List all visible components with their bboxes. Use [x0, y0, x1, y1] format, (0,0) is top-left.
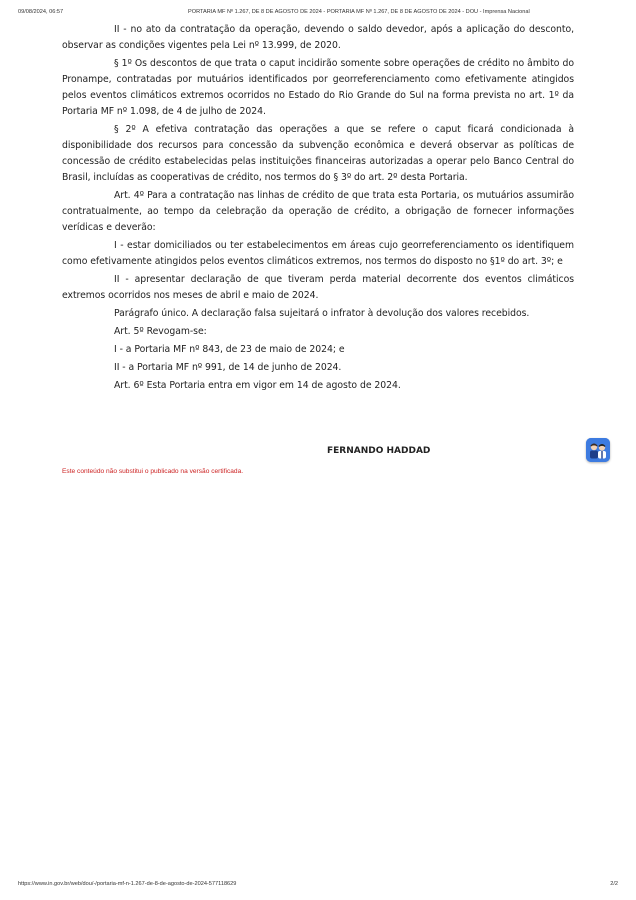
paragraph-unico: Parágrafo único. A declaração falsa sujeitará o infrator à devolução dos valores recebidos. [114, 308, 530, 319]
print-title: PORTARIA MF Nº 1.267, DE 8 DE AGOSTO DE 2024 - PORTARIA MF Nº 1.267, DE 8 DE AGOSTO DE 2024 - DOU - Imprensa Nacional [188, 9, 530, 15]
paragraph-art-5: Art. 5º Revogam-se: [114, 326, 207, 337]
paragraph-par-1: § 1º Os descontos de que trata o caput incidirão somente sobre operações de crédito no âmbito do Pronampe, contratadas por mutuários identificados por georreferenciamento como efetivamente atingidos pelos eventos climáticos extremos ocorridos no Estado do Rio Grande do Sul na forma prevista no art. 1º da Portaria MF nº 1.098, de 4 de julho de 2024. [62, 58, 574, 117]
paragraph-art-5-ii: II - a Portaria MF nº 991, de 14 de junho de 2024. [114, 362, 342, 373]
disclaimer-notice: Este conteúdo não substitui o publicado na versão certificada. [62, 468, 244, 475]
paragraph-art-4-ii: II - apresentar declaração de que tiveram perda material decorrente dos eventos climáticos extremos ocorridos nos meses de abril e maio de 2024. [62, 274, 574, 301]
chat-widget-button[interactable] [586, 438, 610, 462]
print-header [18, 9, 618, 19]
paragraph-art-4-i: I - estar domiciliados ou ter estabelecimentos em áreas cujo georreferenciamento os identifiquem como efetivamente atingidos pelos eventos climáticos extremos, nos termos do disposto no §1º do art. 3º; e [62, 240, 574, 267]
page-number: 2/2 [610, 881, 618, 887]
paragraph-par-2: § 2º A efetiva contratação das operações a que se refere o caput ficará condicionada à disponibilidade dos recursos para concessão da subvenção econômica e deverá observar as políticas de concessão de crédito estabelecidas pelas instituições financeiras autorizadas a operar pelo Banco Central do Brasil, incluídas as cooperativas de crédito, nos termos do § 3º do art. 2º desta Portaria. [62, 124, 574, 183]
print-footer [18, 881, 618, 891]
print-date: 09/08/2024, 06:57 [18, 9, 64, 15]
page-url: https://www.in.gov.br/web/dou/-/portaria-mf-n-1.267-de-8-de-agosto-de-2024-577118629 [18, 881, 237, 887]
paragraph-art-6: Art. 6º Esta Portaria entra em vigor em 14 de agosto de 2024. [114, 380, 401, 391]
paragraph-art-5-i: I - a Portaria MF nº 843, de 23 de maio de 2024; e [114, 344, 345, 355]
document-body [62, 22, 574, 396]
signature: FERNANDO HADDAD [327, 446, 431, 456]
paragraph-art-4: Art. 4º Para a contratação nas linhas de crédito de que trata esta Portaria, os mutuários assumirão contratualmente, ao tempo da celebração da operação de crédito, a obrigação de fornecer informações verídicas e deverão: [62, 190, 574, 233]
paragraph-inciso-ii: II - no ato da contratação da operação, devendo o saldo devedor, após a aplicação do desconto, observar as condições vigentes pela Lei nº 13.999, de 2020. [62, 24, 574, 51]
chat-avatars-icon [586, 438, 610, 462]
